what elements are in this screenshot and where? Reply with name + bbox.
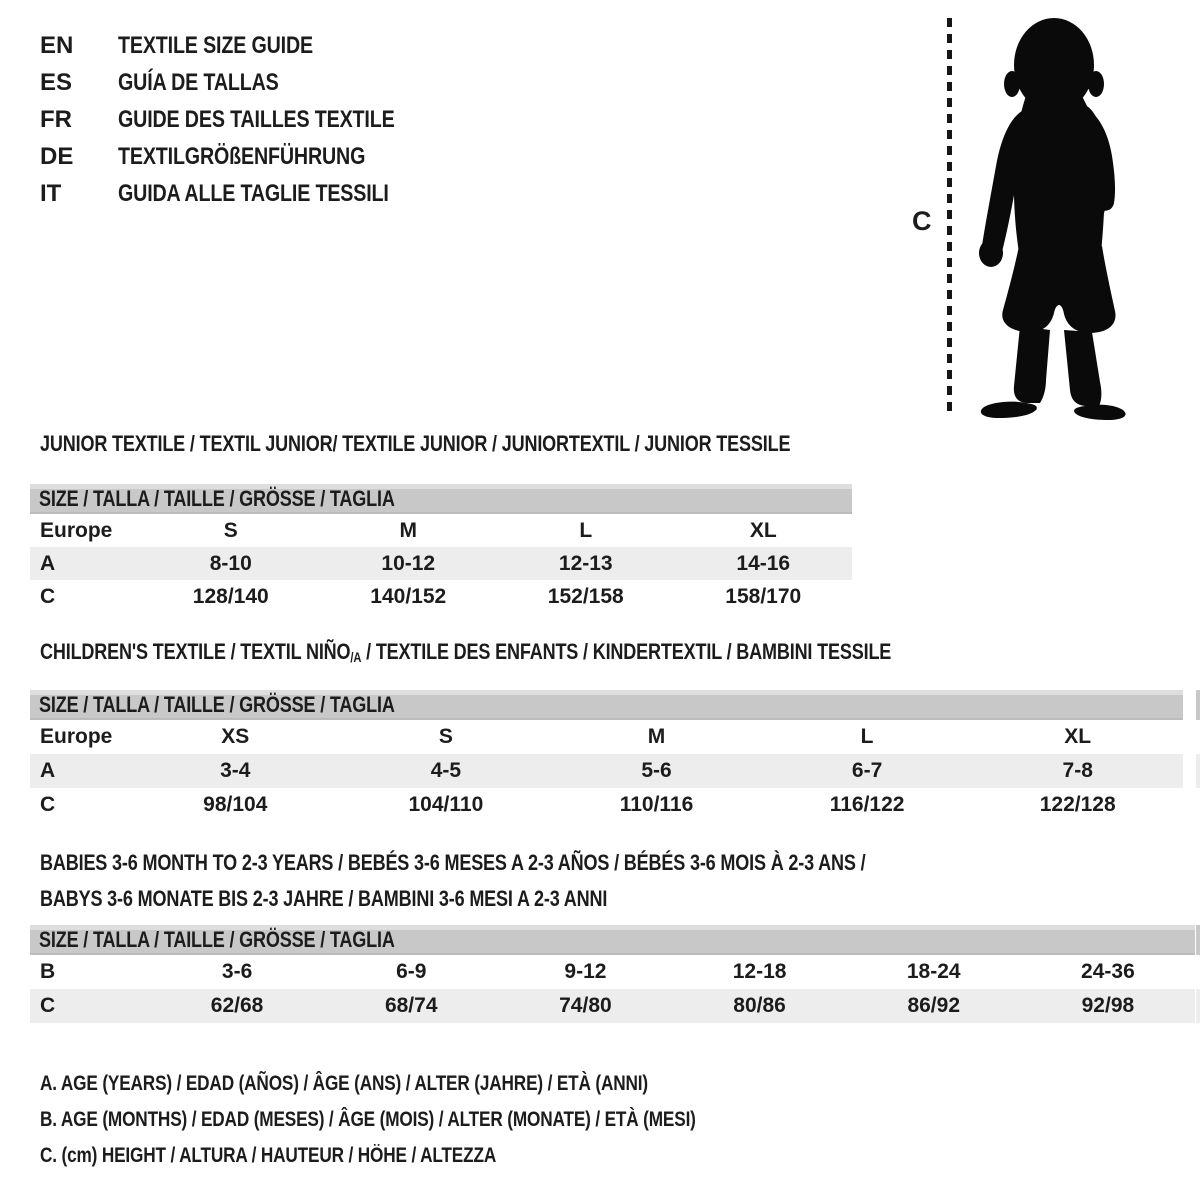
language-code: FR xyxy=(40,105,72,133)
language-row-it xyxy=(40,175,455,212)
legend-line-b: B. AGE (MONTHS) / EDAD (MESES) / ÂGE (MOIS) / ALTER (MONATE) / ETÀ (MESI) xyxy=(40,1108,696,1131)
table-cell: S xyxy=(223,518,238,542)
title-subscript: /A xyxy=(350,650,362,665)
age-months-row xyxy=(30,955,1195,989)
table-cell: 68/74 xyxy=(384,994,438,1017)
table-cell: 12-13 xyxy=(558,551,613,575)
table-cell: S xyxy=(438,725,453,748)
table-cell: 140/152 xyxy=(370,584,447,608)
toddler-silhouette-icon xyxy=(964,10,1146,422)
language-code: EN xyxy=(40,31,74,59)
table-cell: 24-36 xyxy=(1081,960,1135,983)
table-cell: 3-6 xyxy=(221,960,253,983)
measure-label-c: C xyxy=(912,206,932,236)
children-size-table xyxy=(30,690,1183,822)
legend-line-c: C. (cm) HEIGHT / ALTURA / HAUTEUR / HÖHE / ALTEZZA xyxy=(40,1144,497,1167)
table-cell: XL xyxy=(1064,725,1092,748)
table-cell: 18-24 xyxy=(906,960,961,983)
table-cell: 12-18 xyxy=(732,960,787,983)
language-title-list xyxy=(40,27,455,212)
table-cell: 80/86 xyxy=(733,994,786,1017)
row-label: A xyxy=(40,551,56,575)
table-cell: 98/104 xyxy=(203,793,268,816)
table-header: SIZE / TALLA / TAILLE / GRÖSSE / TAGLIA xyxy=(30,925,1195,955)
table-cell: 122/128 xyxy=(1039,793,1116,816)
table-cell: 6-7 xyxy=(851,759,883,782)
table-header: SIZE / TALLA / TAILLE / GRÖSSE / TAGLIA xyxy=(30,484,852,514)
table-cell: 128/140 xyxy=(192,584,269,608)
table-cell: 5-6 xyxy=(641,759,672,782)
table-cell: 110/116 xyxy=(619,793,694,816)
table-cell: 116/122 xyxy=(829,793,905,816)
language-row-en xyxy=(40,27,455,64)
height-measure-figure xyxy=(900,8,1200,428)
row-label: B xyxy=(40,960,56,983)
table-cell: 3-4 xyxy=(220,759,251,782)
size-row xyxy=(30,720,1183,754)
table-edge-sliver xyxy=(1196,925,1200,955)
size-row xyxy=(30,514,852,547)
table-edge-sliver xyxy=(1196,754,1200,788)
table-cell: 6-9 xyxy=(396,960,427,983)
table-cell: 14-16 xyxy=(736,551,791,575)
age-years-row xyxy=(30,547,852,580)
height-cm-row xyxy=(30,989,1195,1023)
legend-line-a: A. AGE (YEARS) / EDAD (AÑOS) / ÂGE (ANS) / ALTER (JAHRE) / ETÀ (ANNI) xyxy=(40,1072,648,1095)
table-cell: 74/80 xyxy=(559,994,612,1017)
table-cell: 92/98 xyxy=(1081,994,1135,1017)
language-label: GUIDA ALLE TAGLIE TESSILI xyxy=(118,179,389,207)
table-cell: 158/170 xyxy=(725,584,802,608)
table-cell: 86/92 xyxy=(907,994,961,1017)
language-label: TEXTILGRÖßENFÜHRUNG xyxy=(118,142,366,170)
language-code: IT xyxy=(40,179,62,207)
measurement-legend xyxy=(40,1066,840,1174)
height-measure-dashed-line xyxy=(947,18,952,418)
language-row-es xyxy=(40,64,455,101)
table-cell: XL xyxy=(749,518,777,542)
row-label: C xyxy=(40,994,56,1017)
height-cm-row xyxy=(30,788,1183,822)
babies-section-title: BABIES 3-6 MONTH TO 2-3 YEARS / BEBÉS 3-6 MESES A 2-3 AÑOS / BÉBÉS 3-6 MOIS À 2-3 ANS / BABYS 3-6 MONATE BIS 2-3 JAHRE / BAMBINI 3-6 MESI A 2-3 ANNI xyxy=(40,850,866,911)
table-cell: 7-8 xyxy=(1062,759,1093,782)
table-cell: 152/158 xyxy=(547,584,624,608)
row-label: Europe xyxy=(40,725,113,748)
height-cm-row xyxy=(30,580,852,613)
row-label: A xyxy=(40,759,56,782)
language-row-fr xyxy=(40,101,455,138)
table-cell: 4-5 xyxy=(430,759,462,782)
table-header: SIZE / TALLA / TAILLE / GRÖSSE / TAGLIA xyxy=(30,690,1183,720)
language-code: DE xyxy=(40,142,74,170)
language-label: TEXTILE SIZE GUIDE xyxy=(118,31,313,59)
babies-size-table xyxy=(30,925,1195,1023)
language-code: ES xyxy=(40,68,73,96)
children-section-title: CHILDREN'S TEXTILE / TEXTIL $NIÑO_{/A}$ / TEXTILE DES ENFANTS / KINDERTEXTIL / BAMBINI TESSILE xyxy=(40,639,892,665)
table-cell: 8-10 xyxy=(209,551,252,575)
table-cell: 104/110 xyxy=(408,793,484,816)
language-row-de xyxy=(40,138,455,175)
age-years-row xyxy=(30,754,1183,788)
junior-size-table xyxy=(30,484,852,613)
junior-section-title: JUNIOR TEXTILE / TEXTIL JUNIOR/ TEXTILE JUNIOR / JUNIORTEXTIL / JUNIOR TESSILE xyxy=(40,431,791,456)
language-label: GUIDE DES TAILLES TEXTILE xyxy=(118,105,395,133)
table-cell: M xyxy=(399,518,417,542)
table-cell: L xyxy=(860,725,874,748)
table-cell: 62/68 xyxy=(210,994,264,1017)
row-label: C xyxy=(40,584,56,608)
table-cell: L xyxy=(579,518,593,542)
table-edge-sliver xyxy=(1196,989,1200,1023)
table-cell: M xyxy=(647,725,666,748)
table-cell: 9-12 xyxy=(564,960,607,983)
table-cell: XS xyxy=(221,725,250,748)
table-edge-sliver xyxy=(1196,690,1200,720)
language-label: GUÍA DE TALLAS xyxy=(118,68,279,96)
table-cell: 10-12 xyxy=(381,551,436,575)
row-label: Europe xyxy=(40,518,113,542)
row-label: C xyxy=(40,793,56,816)
